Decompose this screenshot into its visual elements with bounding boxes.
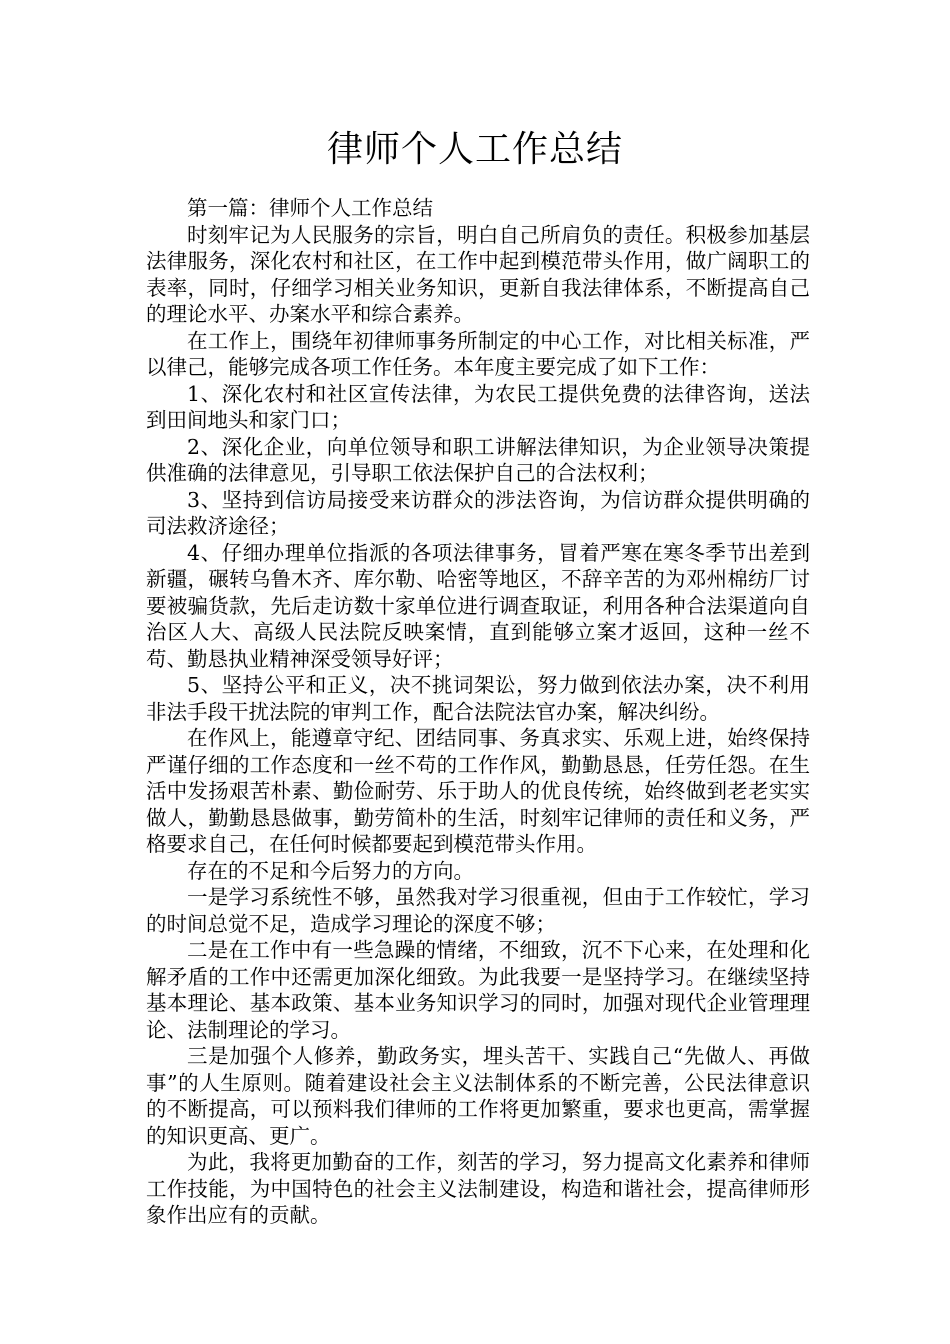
document-paragraph: 为此，我将更加勤奋的工作，刻苦的学习，努力提高文化素养和律师工作技能，为中国特色的社会主义法制建设，构造和谐社会，提高律师形象作出应有的贡献。	[146, 1150, 810, 1227]
document-paragraph: 2、深化企业，向单位领导和职工讲解法律知识，为企业领导决策提供准确的法律意见，引导职工依法保护自己的合法权利；	[146, 434, 810, 485]
document-paragraph: 存在的不足和今后努力的方向。	[187, 858, 474, 883]
document-title: 律师个人工作总结	[326, 129, 623, 170]
document-paragraph: 4、仔细办理单位指派的各项法律事务，冒着严寒在寒冬季节出差到新疆，碾转乌鲁木齐、库尔勒、哈密等地区，不辞辛苦的为邓州棉纺厂讨要被骗货款，先后走访数十家单位进行调查取证，利用各种合法渠道向自治区人大、高级人民法院反映案情，直到能够立案才返回，这种一丝不苟、勤恳执业精神深受领导好评；	[146, 540, 810, 671]
document-paragraph: 在作风上，能遵章守纪、团结同事、务真求实、乐观上进，始终保持严谨仔细的工作态度和一丝不苟的工作作风，勤勤恳恳，任劳任怨。在生活中发扬艰苦朴素、勤俭耐劳、乐于助人的优良传统，始终做到老老实实做人，勤勤恳恳做事，勤劳简朴的生活，时刻牢记律师的责任和义务，严格要求自己，在任何时候都要起到模范带头作用。	[146, 726, 810, 856]
document-paragraph: 1、深化农村和社区宣传法律，为农民工提供免费的法律咨询，送法到田间地头和家门口；	[146, 381, 810, 432]
document-paragraph: 时刻牢记为人民服务的宗旨，明白自己所肩负的责任。积极参加基层法律服务，深化农村和社区，在工作中起到模范带头作用，做广阔职工的表率，同时，仔细学习相关业务知识，更新自我法律体系，不断提高自己的理论水平、办案水平和综合素养。	[146, 222, 810, 326]
document-body	[146, 195, 810, 1229]
document-paragraph: 二是在工作中有一些急躁的情绪，不细致，沉不下心来，在处理和化解矛盾的工作中还需更加深化细致。为此我要一是坚持学习。在继续坚持基本理论、基本政策、基本业务知识学习的同时，加强对现代企业管理理论、法制理论的学习。	[146, 938, 810, 1042]
document-paragraph: 在工作上，围绕年初律师事务所制定的中心工作，对比相关标准，严以律己，能够完成各项工作任务。本年度主要完成了如下工作：	[146, 328, 810, 379]
document-paragraph: 三是加强个人修养，勤政务实，埋头苦干、实践自己“先做人、再做事”的人生原则。随着建设社会主义法制体系的不断完善，公民法律意识的不断提高，可以预料我们律师的工作将更加繁重，要求也更高，需掌握的知识更高、更广。	[146, 1044, 810, 1148]
document-paragraph: 一是学习系统性不够，虽然我对学习很重视，但由于工作较忙，学习的时间总觉不足，造成学习理论的深度不够；	[146, 885, 810, 936]
document-paragraph: 5、坚持公平和正义，决不挑词架讼，努力做到依法办案，决不利用非法手段干扰法院的审判工作，配合法院法官办案，解决纠纷。	[146, 673, 810, 724]
document-paragraph: 第一篇：律师个人工作总结	[187, 196, 433, 220]
document-paragraph: 3、坚持到信访局接受来访群众的涉法咨询，为信访群众提供明确的司法救济途径；	[146, 487, 810, 538]
